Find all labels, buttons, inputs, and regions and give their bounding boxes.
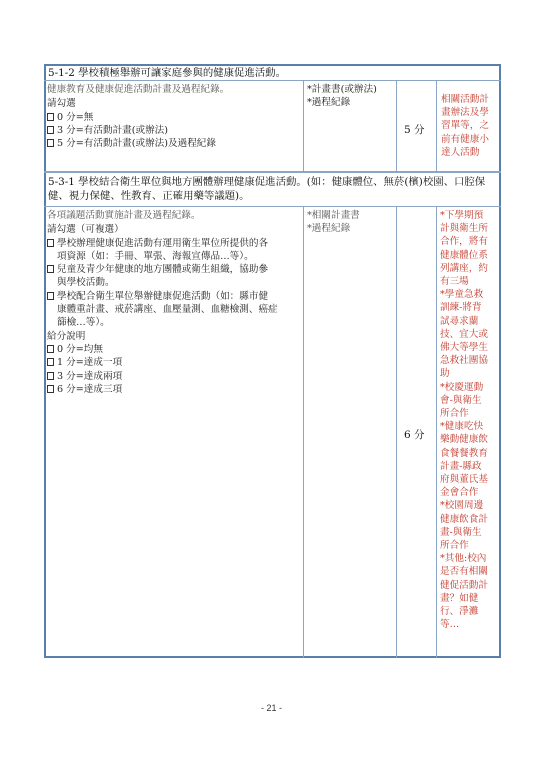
option-continuation: 康體重計畫、戒菸講座、血壓量測、血糖檢測、癌症: [57, 304, 278, 316]
section1-docs: [307, 83, 395, 110]
table-divider: [303, 206, 304, 658]
table-divider: [44, 171, 501, 173]
checkbox-icon: [47, 385, 54, 393]
section2-title: 5-3-1 學校結合衛生單位與地方團體辦理健康促進活動。(如：健康體位、無菸(檳)校園、口腔保 健、視力保健、性教育、正確用藥等議題)。: [48, 176, 486, 202]
table-divider: [396, 80, 397, 171]
section2-criteria: [47, 209, 301, 396]
section2-option[interactable]: 兒童及青少年健康的地方團體或衛生組織，協助參: [47, 263, 301, 276]
checkbox-icon: [47, 292, 54, 300]
checkbox-icon: [47, 126, 54, 134]
section1-option[interactable]: 5 分=有活動計畫(或辦法)及過程紀錄: [47, 137, 301, 150]
table-divider: [44, 80, 501, 81]
section2-score: 6 分: [404, 429, 425, 441]
checkbox-icon: [47, 139, 54, 147]
section1-notes: 相關活動計 畫辦法及學 習單等，之 前有健康小 達人活動: [441, 94, 489, 158]
section1-option[interactable]: 3 分=有活動計畫(或辦法): [47, 124, 301, 137]
page-number: - 21 -: [260, 703, 282, 713]
scoring-option[interactable]: 1 分=達成一項: [47, 356, 301, 369]
scoring-option[interactable]: 3 分=達成兩項: [47, 370, 301, 383]
section2-notes: *下學期預 計與衛生所 合作，將有 健康體位系 列講座，約 有三場 *學童急救 訓練-將背 試尋求蘭 技、宜大或 佛大等學生 急救社團協 助 *校慶運動 會-與衛生 所合作 *健康吃快 樂動健康飲 食餐餐教育 計畫-縣政 府與董氏基 金會合作 *校園周邊 健康飲食計 畫-與衛生 所合作 *其他:校內 是否有相關 健促活動計 畫？如健 行、淨灘 等…: [440, 210, 488, 631]
scoring-option[interactable]: 0 分=均無: [47, 343, 301, 356]
table-divider: [44, 206, 501, 207]
scoring-option[interactable]: 6 分=達成三項: [47, 383, 301, 396]
checkbox-icon: [47, 239, 54, 247]
section1-score: 5 分: [404, 124, 425, 136]
section2-content: 各項議題活動實施計畫及過程紀錄。: [47, 210, 201, 221]
section1-content: 健康教育及健康促進活動計畫及過程紀錄。: [47, 84, 230, 95]
table-divider: [436, 206, 437, 658]
checkbox-icon: [47, 113, 54, 121]
section2-docs: [307, 209, 395, 236]
checkbox-icon: [47, 358, 54, 366]
doc-item: *過程紀錄: [307, 97, 351, 109]
table-divider: [436, 80, 437, 171]
option-continuation: 篩檢…等）。: [57, 317, 110, 329]
table-divider: [396, 206, 397, 658]
option-continuation: 與學校活動。: [57, 277, 115, 289]
section2-option[interactable]: 學校辦理健康促進活動有運用衛生單位所提供的各: [47, 237, 301, 250]
checkbox-icon: [47, 372, 54, 380]
scoring-label: 給分說明: [47, 330, 86, 342]
checkbox-icon: [47, 345, 54, 353]
section2-check-label: 請勾選（可複選）: [47, 224, 124, 236]
section1-criteria: [47, 83, 301, 150]
option-continuation: 項資源（如：手冊、單張、海報宣傳品…等）。: [57, 250, 254, 262]
table-divider: [303, 80, 304, 171]
checkbox-icon: [47, 265, 54, 273]
section2-option[interactable]: 學校配合衛生單位舉辦健康促進活動（如：縣市健: [47, 290, 301, 303]
section1-title: 5-1-2 學校積極舉辦可讓家庭參與的健康促進活動。: [48, 67, 286, 79]
doc-item: *相關計畫書: [307, 210, 360, 221]
section1-check-label: 請勾選: [47, 98, 76, 110]
doc-item: *過程紀錄: [307, 223, 351, 235]
doc-item: *計畫書(或辦法): [307, 84, 377, 95]
section1-option[interactable]: 0 分=無: [47, 111, 301, 124]
